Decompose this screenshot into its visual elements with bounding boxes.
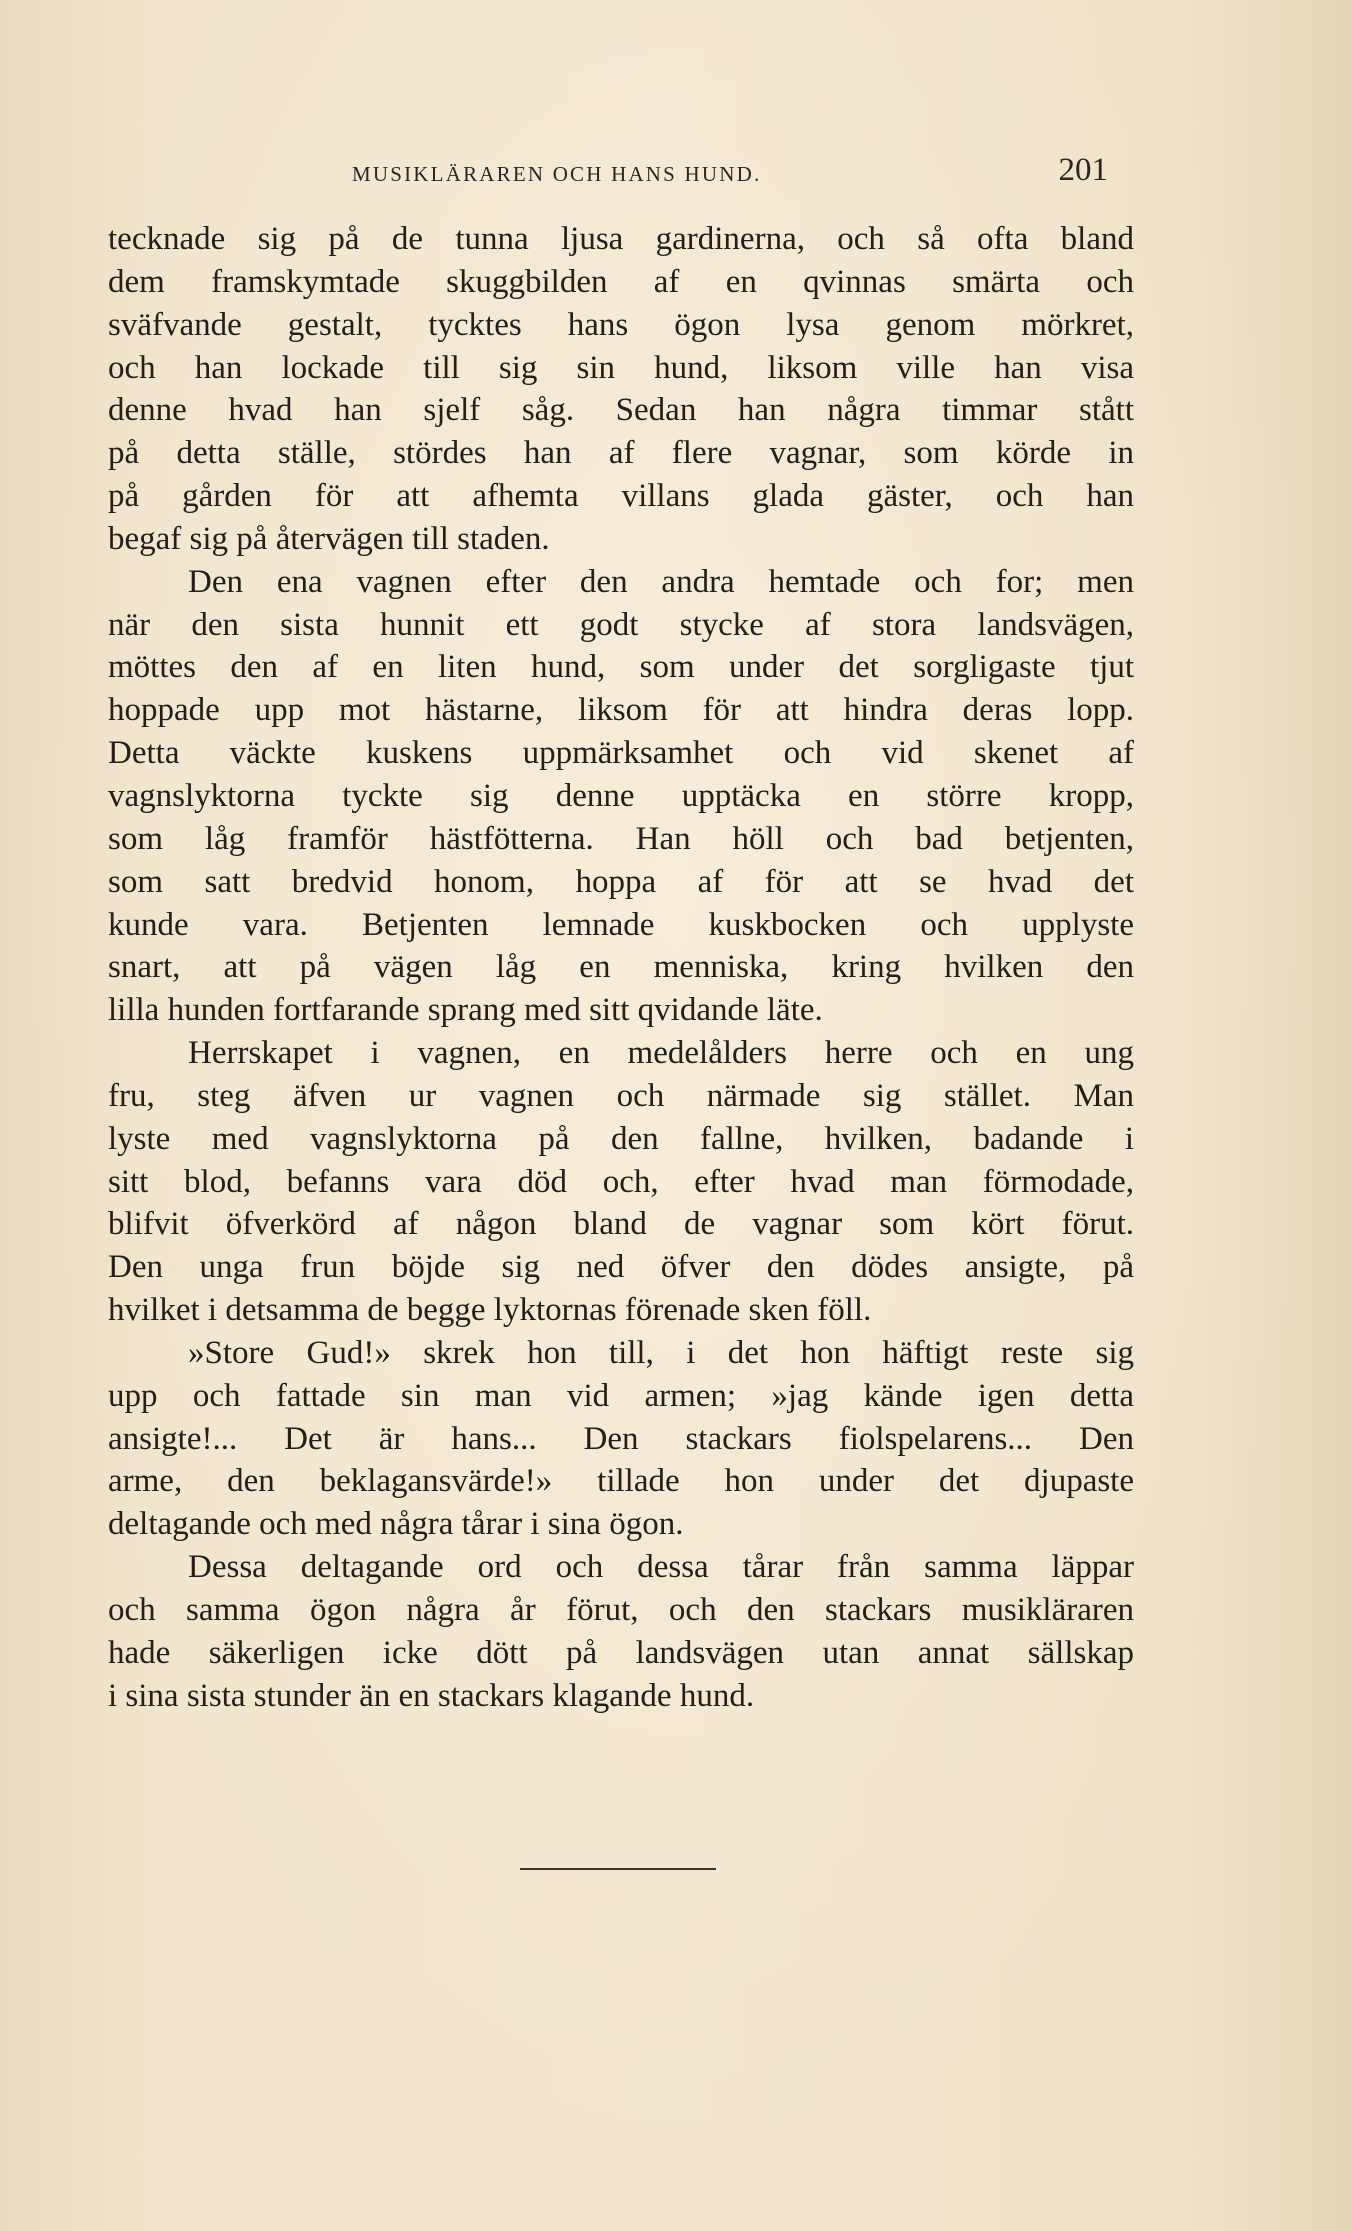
body-text <box>108 218 1134 1718</box>
text-line: lyste med vagnslyktorna på den fallne, hvilken, badande i <box>108 1120 1134 1157</box>
text-line: kunde vara. Betjenten lemnade kuskbocken och upplyste <box>108 906 1134 943</box>
text-line: på detta ställe, stördes han af flere vagnar, som körde in <box>108 435 1134 472</box>
text-line: som satt bredvid honom, hoppa af för att se hvad det <box>108 863 1134 900</box>
text-line: begaf sig på återvägen till staden. <box>108 520 550 557</box>
text-line: sitt blod, befanns vara död och, efter hvad man förmodade, <box>108 1163 1134 1200</box>
text-line: och han lockade till sig sin hund, liksom ville han visa <box>108 349 1134 386</box>
text-line: tecknade sig på de tunna ljusa gardinerna, och så ofta bland <box>108 221 1134 257</box>
text-line: i sina sista stunder än en stackars klagande hund. <box>108 1677 755 1714</box>
text-line: på gården för att afhemta villans glada gäster, och han <box>108 478 1134 515</box>
section-divider <box>520 1868 716 1870</box>
text-line: lilla hunden fortfarande sprang med sitt qvidande läte. <box>108 992 823 1029</box>
text-line: Detta väckte kuskens uppmärksamhet och vid skenet af <box>108 735 1134 772</box>
text-line: Den ena vagnen efter den andra hemtade och for; men <box>188 563 1134 600</box>
text-line: Herrskapet i vagnen, en medelålders herre och en ung <box>188 1035 1134 1072</box>
text-line: snart, att på vägen låg en menniska, kring hvilken den <box>108 949 1134 986</box>
text-line: upp och fattade sin man vid armen; »jag kände igen detta <box>108 1377 1134 1414</box>
text-line: fru, steg äfven ur vagnen och närmade sig stället. Man <box>108 1077 1134 1114</box>
text-line: Den unga frun böjde sig ned öfver den dödes ansigte, på <box>108 1249 1134 1286</box>
text-line: hoppade upp mot hästarne, liksom för att hindra deras lopp. <box>108 692 1134 729</box>
text-line: när den sista hunnit ett godt stycke af stora landsvägen, <box>108 606 1134 643</box>
text-line: arme, den beklagansvärde!» tillade hon under det djupaste <box>108 1463 1134 1500</box>
text-line: ansigte!... Det är hans... Den stackars fiolspelarens... Den <box>108 1420 1134 1457</box>
text-line: »Store Gud!» skrek hon till, i det hon häftigt reste sig <box>188 1334 1134 1371</box>
text-line: blifvit öfverkörd af någon bland de vagnar som kört förut. <box>108 1206 1134 1243</box>
text-line: denne hvad han sjelf såg. Sedan han några timmar stått <box>108 392 1134 429</box>
page-header <box>108 152 1108 202</box>
running-head: MUSIKLÄRAREN OCH HANS HUND. <box>352 162 762 186</box>
text-line: dem framskymtade skuggbilden af en qvinnas smärta och <box>108 263 1134 300</box>
text-line: och samma ögon några år förut, och den stackars musikläraren <box>108 1592 1134 1628</box>
text-line: som låg framför hästfötterna. Han höll och bad betjenten, <box>108 820 1134 857</box>
page-number: 201 <box>1058 152 1108 188</box>
text-line: Dessa deltagande ord och dessa tårar från samma läppar <box>188 1549 1134 1586</box>
text-line: deltagande och med några tårar i sina ögon. <box>108 1506 684 1543</box>
text-line: möttes den af en liten hund, som under det sorgligaste tjut <box>108 649 1134 686</box>
text-line: hvilket i detsamma de begge lyktornas förenade sken föll. <box>108 1292 872 1329</box>
text-line: vagnslyktorna tyckte sig denne upptäcka en större kropp, <box>108 777 1134 814</box>
text-line: sväfvande gestalt, tycktes hans ögon lysa genom mörkret, <box>108 306 1134 343</box>
text-line: hade säkerligen icke dött på landsvägen utan annat sällskap <box>108 1634 1134 1671</box>
